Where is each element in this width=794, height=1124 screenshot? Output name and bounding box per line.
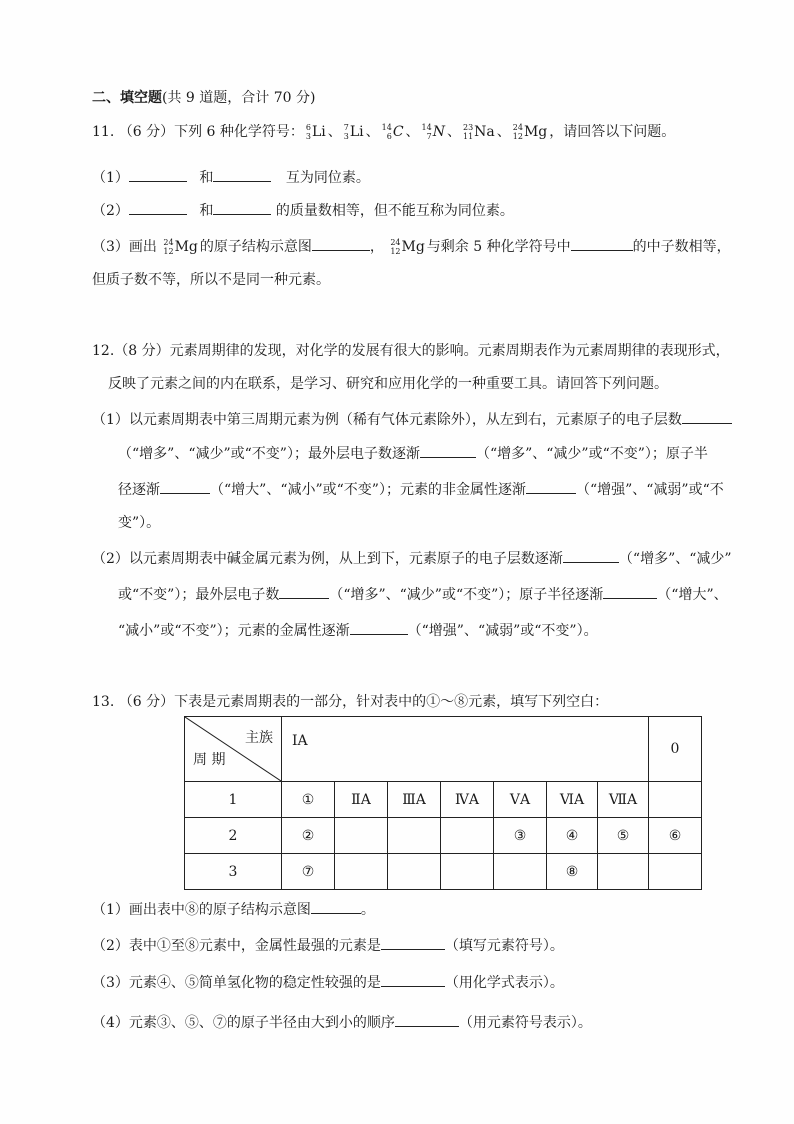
section-title: 二、填空题 <box>92 90 162 106</box>
q11-p3-b: 与剩余 5 种化学符号中 <box>426 239 571 255</box>
section-heading <box>92 88 315 108</box>
q13-p1a: （1）画出表中⑧的原子结构示意图 <box>92 902 311 918</box>
q12-part1-line4: 变”）。 <box>118 515 161 531</box>
q11-p1-text: 互为同位素。 <box>285 170 370 186</box>
corner-top-label: 主族 <box>245 730 273 746</box>
isotope-atomic-number: 3 <box>305 132 311 141</box>
answer-blank[interactable] <box>571 236 633 251</box>
table-row <box>185 854 702 890</box>
table-cell <box>388 818 441 854</box>
q13-number: 13. <box>92 694 115 710</box>
table-cell <box>494 854 547 890</box>
table-cell: ⑦ <box>282 854 335 890</box>
answer-blank[interactable] <box>279 584 329 599</box>
separator: 、 <box>405 124 420 140</box>
q13-p2b: （填写元素符号）。 <box>444 938 564 954</box>
q12-part1-line3 <box>118 479 724 500</box>
table-cell <box>598 854 649 890</box>
q12-p1-line1: （1）以元素周期表中第三周期元素为例（稀有气体元素除外），从左到右，元素原子的电子层数 <box>92 412 682 428</box>
q11-intro-end: ，请回答以下问题。 <box>549 124 676 140</box>
answer-blank[interactable] <box>395 1012 459 1027</box>
isotope-element-symbol: C <box>392 124 404 140</box>
isotope-symbol <box>422 122 445 142</box>
q11-part1 <box>92 167 370 188</box>
q11-part3-line2: 但质子数不等，所以不是同一种元素。 <box>92 272 330 288</box>
q12-stem-line2: 反映了元素之间的内在联系，是学习、研究和应用化学的一种重要工具。请回答下列问题。 <box>108 376 668 392</box>
q12-p2-line1b: （“增多”、“减少” <box>618 551 732 567</box>
isotope-symbol <box>382 122 404 142</box>
q12-p2-line2c: （“增大”、 <box>657 587 728 603</box>
mg-mass-number: 24 <box>390 238 401 247</box>
q11-part2 <box>92 200 514 221</box>
table-cell <box>441 818 494 854</box>
q13-part3 <box>92 972 564 993</box>
q12-number: 12. <box>92 343 115 359</box>
answer-blank[interactable] <box>381 972 445 987</box>
table-cell: ⑧ <box>547 854 598 890</box>
mg-atomic-number: 12 <box>390 247 401 256</box>
answer-blank[interactable] <box>381 935 445 950</box>
period-label: 3 <box>185 854 282 890</box>
isotope-atomic-number: 3 <box>343 132 349 141</box>
q11-number: 11. <box>92 124 115 140</box>
q12-stem-line1 <box>92 341 730 361</box>
answer-blank[interactable] <box>311 899 361 914</box>
corner-bottom-label: 周 期 <box>193 752 226 768</box>
table-cell: ① <box>282 782 335 818</box>
table-cell: ⅤA <box>494 782 547 818</box>
mg-symbol: Mg <box>174 239 198 255</box>
q11-p1-and: 和 <box>199 170 214 186</box>
period-label: 2 <box>185 818 282 854</box>
periodic-table <box>184 716 702 890</box>
answer-blank[interactable] <box>563 548 619 563</box>
table-cell: ⅢA <box>388 782 441 818</box>
q12-line1: 元素周期律的发现，对化学的发展有很大的影响。元素周期表作为元素周期律的表现形式， <box>169 343 730 359</box>
header-ia-label: IA <box>292 733 308 749</box>
answer-blank[interactable] <box>129 200 187 215</box>
q11-p3-c: 的中子数相等， <box>632 239 731 255</box>
separator: 、 <box>365 124 380 140</box>
q12-part2-line2 <box>118 584 728 605</box>
q12-p1-line3c: （“增强”、“减弱”或“不 <box>575 482 724 498</box>
q13-p3b: （用化学式表示）。 <box>444 975 564 991</box>
q11-stem <box>92 122 675 142</box>
mg-atomic-number: 12 <box>163 247 174 256</box>
q13-part4 <box>92 1012 592 1033</box>
isotope-mass-number: 14 <box>381 123 392 132</box>
mg-mass-number: 24 <box>163 238 174 247</box>
q11-points: （6 分） <box>118 124 175 140</box>
q11-intro: 下列 6 种化学符号： <box>174 124 304 140</box>
answer-blank[interactable] <box>350 620 408 635</box>
table-corner-header <box>185 717 282 782</box>
table-cell <box>649 782 702 818</box>
answer-blank[interactable] <box>420 443 476 458</box>
isotope-symbol <box>463 122 495 142</box>
table-cell <box>335 854 388 890</box>
isotope-atomic-number: 7 <box>426 132 432 141</box>
q12-p1-line3a: 径逐渐 <box>118 482 160 498</box>
isotope-atomic-number: 6 <box>386 132 392 141</box>
q13-part1 <box>92 899 375 920</box>
q11-p2-and: 和 <box>199 203 214 219</box>
q12-p1-line2a: （“增多”、“减少”或“不变”）；最外层电子数逐渐 <box>118 446 420 462</box>
q13-p3a: （3）元素④、⑤简单氢化物的稳定性较强的是 <box>92 975 381 991</box>
q11-p3-a: 的原子结构示意图 <box>199 239 312 255</box>
answer-blank[interactable] <box>213 200 271 215</box>
q12-part1-line2 <box>118 443 708 464</box>
q11-p1-label: （1） <box>92 170 129 186</box>
table-cell: ⑥ <box>649 818 702 854</box>
separator: 、 <box>327 124 342 140</box>
q12-part2-line1 <box>92 548 732 569</box>
table-cell <box>335 818 388 854</box>
q13-p1b: 。 <box>360 902 375 918</box>
q13-p4b: （用元素符号表示）。 <box>458 1015 592 1031</box>
q11-p3-label: （3）画出 <box>92 239 157 255</box>
mg-symbol: Mg <box>401 239 425 255</box>
isotope-atomic-number: 11 <box>462 132 474 141</box>
table-row <box>185 818 702 854</box>
answer-blank[interactable] <box>682 409 732 424</box>
q13-stem <box>92 692 608 712</box>
q13-p4a: （4）元素③、⑤、⑦的原子半径由大到小的顺序 <box>92 1015 395 1031</box>
header-zero: 0 <box>649 717 702 782</box>
table-row <box>185 782 702 818</box>
q11-part3: （3）画出 24 12 Mg 的原子结构示意图 ， 24 12 Mg 与剩余 5 种化学符号中 的中子数相等， <box>92 238 731 256</box>
table-cell <box>388 854 441 890</box>
isotope-element-symbol: Li <box>349 124 364 140</box>
table-cell: ⑤ <box>598 818 649 854</box>
q13-points: （6 分） <box>118 694 175 710</box>
isotope-symbol <box>306 122 326 142</box>
isotope-element-symbol: N <box>432 124 445 140</box>
section-note: (共 9 道题，合计 70 分) <box>162 90 316 106</box>
table-cell <box>649 854 702 890</box>
isotope-mass-number: 23 <box>462 123 474 132</box>
q13-intro: 下表是元素周期表的一部分，针对表中的①～⑧元素，填写下列空白： <box>174 694 609 710</box>
answer-blank[interactable] <box>160 479 210 494</box>
q12-p2-line2a: 或“不变”）；最外层电子数 <box>118 587 280 603</box>
table-cell: ⅣA <box>441 782 494 818</box>
q11-p2-text: 的质量数相等，但不能互称为同位素。 <box>275 203 514 219</box>
isotope-element-symbol: Mg <box>523 124 548 140</box>
isotope-symbol <box>513 122 547 142</box>
table-cell: ⅡA <box>335 782 388 818</box>
period-label: 1 <box>185 782 282 818</box>
table-cell: ② <box>282 818 335 854</box>
separator: 、 <box>446 124 461 140</box>
q12-p2-line2b: （“增多”、“减少”或“不变”）；原子半径逐渐 <box>329 587 604 603</box>
table-cell <box>441 854 494 890</box>
isotope-symbol-list <box>304 124 549 140</box>
separator: 、 <box>496 124 511 140</box>
isotope-element-symbol: Na <box>474 124 495 140</box>
q13-p2a: （2）表中①至⑧元素中，金属性最强的元素是 <box>92 938 381 954</box>
table-cell: ④ <box>547 818 598 854</box>
isotope-element-symbol: Li <box>311 124 326 140</box>
q12-part2-line3 <box>118 620 598 641</box>
mg-isotope-symbol <box>163 237 197 257</box>
isotope-symbol <box>344 122 364 142</box>
q11-p2-label: （2） <box>92 203 129 219</box>
isotope-mass-number: 14 <box>421 123 432 132</box>
isotope-mass-number: 6 <box>305 123 311 132</box>
isotope-mass-number: 7 <box>343 123 349 132</box>
table-cell: ⅦA <box>598 782 649 818</box>
isotope-atomic-number: 12 <box>512 132 523 141</box>
answer-blank[interactable] <box>603 584 657 599</box>
answer-blank[interactable] <box>213 167 271 182</box>
isotope-mass-number: 24 <box>512 123 523 132</box>
table-cell: ⅥA <box>547 782 598 818</box>
mg-isotope-symbol <box>390 237 424 257</box>
q12-p2-line1a: （2）以元素周期表中碱金属元素为例，从上到下，元素原子的电子层数逐渐 <box>92 551 563 567</box>
q12-points: （8 分） <box>114 343 170 359</box>
q12-part1-line1 <box>92 409 732 430</box>
header-ia <box>282 717 649 782</box>
answer-blank[interactable] <box>129 167 187 182</box>
q13-part2 <box>92 935 564 956</box>
answer-blank[interactable] <box>526 479 576 494</box>
q12-p1-line3b: （“增大”、“减小”或“不变”）；元素的非金属性逐渐 <box>210 482 526 498</box>
q12-p2-line3b: （“增强”、“减弱”或“不变”）。 <box>407 623 598 639</box>
q12-p2-line3a: “减小”或“不变”）；元素的金属性逐渐 <box>118 623 350 639</box>
q12-p1-line2b: （“增多”、“减少”或“不变”）；原子半 <box>475 446 708 462</box>
answer-blank[interactable] <box>312 236 370 251</box>
table-cell: ③ <box>494 818 547 854</box>
